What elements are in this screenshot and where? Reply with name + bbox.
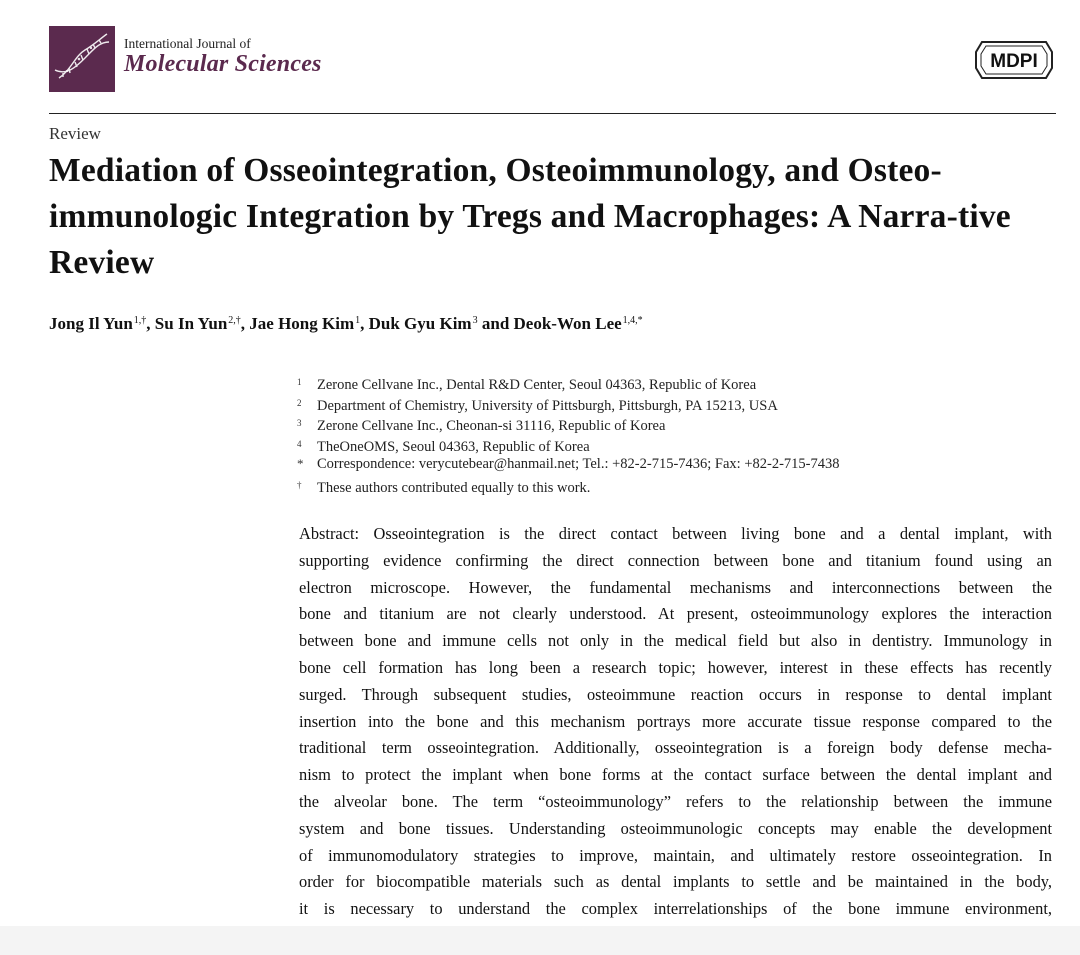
author-name: Duk Gyu Kim [368, 314, 472, 333]
affiliation-text: These authors contributed equally to this work. [317, 479, 591, 496]
affiliation-mark: 1 [297, 377, 302, 387]
article-title: Mediation of Osseointegration, Osteoimmunology, and Osteo-immunologic Integration by Tregs and Macrophages: A Narra-tive Review [49, 152, 1011, 281]
affiliation-item [297, 454, 1057, 475]
affiliation-item [297, 372, 1057, 393]
abstract-line: insertion into the bone and this mechanism portrays more accurate tissue response compared to the [299, 711, 1052, 731]
affiliation-mark: † [297, 479, 302, 490]
author-affiliation-mark: 1 [355, 315, 361, 326]
author-affiliation-mark: 3 [472, 315, 478, 326]
affiliation-mark: 4 [297, 438, 302, 449]
abstract [299, 521, 1052, 923]
affiliation-item [297, 393, 1057, 414]
abstract-line: system and bone tissues. Understanding osteoimmunologic concepts may enable the development [299, 818, 1052, 838]
author-name: Jong Il Yun [49, 314, 133, 333]
affiliation-mark: 3 [297, 418, 302, 429]
article-type: Review [49, 124, 101, 143]
abstract-line: electron microscope. However, the fundamental mechanisms and interconnections between the [299, 577, 1052, 597]
author-separator: , [146, 314, 155, 333]
author-separator: , [360, 314, 369, 333]
affiliation-list [297, 372, 1057, 496]
abstract-line: of immunomodulatory strategies to improve, maintain, and ultimately restore osseointegration. In [299, 845, 1052, 865]
abstract-line: bone and titanium are not clearly understood. At present, osteoimmunology explores the interaction [299, 604, 1052, 624]
header-divider [49, 113, 1056, 114]
affiliation-text: Correspondence: verycutebear@hanmail.net; Tel.: +82-2-715-7436; Fax: +82-2-715-7438 [317, 456, 840, 473]
affiliation-text: Zerone Cellvane Inc., Cheonan-si 31116, Republic of Korea [317, 418, 666, 435]
affiliation-item [297, 413, 1057, 434]
author-name: Deok-Won Lee [513, 314, 622, 333]
journal-name-prefix: International Journal of [124, 36, 251, 51]
page-bottom-edge [0, 926, 1080, 955]
affiliation-text: Department of Chemistry, University of Pittsburgh, Pittsburgh, PA 15213, USA [317, 397, 778, 414]
affiliation-item [297, 475, 1057, 496]
author-affiliation-mark: 2,† [228, 315, 241, 326]
affiliation-item [297, 434, 1057, 455]
abstract-line: between bone and immune cells not only in the medical field but also in dentistry. Immunology in [299, 631, 1052, 651]
affiliation-text: Zerone Cellvane Inc., Dental R&D Center, Seoul 04363, Republic of Korea [317, 377, 757, 393]
publisher-name: MDPI [990, 51, 1038, 72]
abstract-line: nism to protect the implant when bone forms at the contact surface between the dental implant and [299, 765, 1052, 785]
abstract-line: bone cell formation has long been a research topic; however, interest in these effects has recently [299, 657, 1052, 677]
affiliation-mark: * [297, 456, 304, 472]
mdpi-logo [972, 36, 1056, 84]
dna-helix-icon [49, 26, 115, 92]
affiliation-mark: 2 [297, 397, 302, 408]
author-name: Jae Hong Kim [249, 314, 355, 333]
abstract-line: Abstract: Osseointegration is the direct contact between living bone and a dental implant, with [299, 524, 1052, 543]
abstract-line: traditional term osseointegration. Additionally, osseointegration is a foreign body defense mecha- [299, 738, 1052, 758]
author-separator: and [477, 314, 514, 333]
abstract-line: supporting evidence confirming the direct connection between bone and titanium found using an [299, 550, 1052, 570]
journal-name: Molecular Sciences [124, 51, 322, 77]
author-name: Su In Yun [154, 314, 228, 333]
author-affiliation-mark: 1,† [133, 315, 147, 326]
abstract-line: the alveolar bone. The term “osteoimmunology” refers to the relationship between the immune [299, 791, 1052, 811]
author-separator: , [240, 314, 250, 333]
affiliation-text: TheOneOMS, Seoul 04363, Republic of Korea [317, 438, 590, 455]
author-affiliation-mark: 1,4,* [622, 315, 643, 326]
author-list [49, 314, 1059, 334]
abstract-line: it is necessary to understand the complex interrelationships of the bone immune environment, [299, 899, 1052, 919]
abstract-line: surged. Through subsequent studies, osteoimmune reaction occurs in response to dental implant [299, 684, 1052, 704]
abstract-line: order for biocompatible materials such as dental implants to settle and be maintained in the body, [299, 872, 1052, 892]
